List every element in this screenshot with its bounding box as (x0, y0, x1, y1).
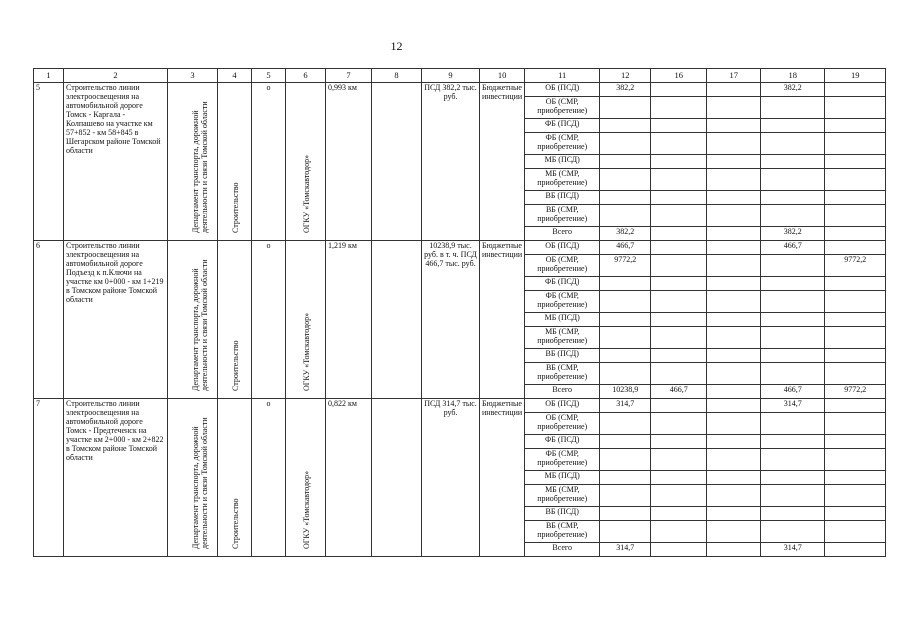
value-cell (600, 119, 651, 133)
value-cell (825, 155, 886, 169)
value-cell (600, 313, 651, 327)
value-cell (707, 485, 761, 507)
customer-text: ОГКУ «Томскавтодор» (301, 312, 311, 391)
value-cell (825, 133, 886, 155)
cost-value: ПСД 314,7 тыс. руб. (422, 399, 480, 557)
work-type (218, 241, 252, 399)
object-name: Строительство линии электроосвещения на автомобильной дороге Томск - Каргала - Колпашево на участке км 57+852 - км 58+845 в Шегарском районе Томской области (64, 83, 168, 241)
length-value: 0,822 км (326, 399, 372, 557)
length-value: 0,993 км (326, 83, 372, 241)
value-cell (600, 205, 651, 227)
value-cell (761, 255, 825, 277)
funding-source: МБ (ПСД) (525, 313, 600, 327)
customer (286, 399, 326, 557)
funding-source: МБ (СМР, приобретение) (525, 485, 600, 507)
funding-source: ОБ (ПСД) (525, 83, 600, 97)
value-cell (825, 399, 886, 413)
row-number: 6 (34, 241, 64, 399)
value-cell (651, 255, 707, 277)
value-cell (600, 191, 651, 205)
value-cell (600, 97, 651, 119)
funding-source: ОБ (СМР, приобретение) (525, 413, 600, 435)
value-cell (761, 521, 825, 543)
funding-source: МБ (ПСД) (525, 471, 600, 485)
value-cell (825, 227, 886, 241)
column-header: 10 (480, 69, 525, 83)
value-cell (707, 191, 761, 205)
value-cell (651, 413, 707, 435)
value-cell (761, 155, 825, 169)
value-cell (651, 485, 707, 507)
col5-value: о (252, 83, 286, 241)
funding-source: ФБ (СМР, приобретение) (525, 291, 600, 313)
value-cell: 9772,2 (825, 385, 886, 399)
object-name: Строительство линии электроосвещения на автомобильной дороге Томск - Предтеченск на участке км 2+000 - км 2+822 в Томском районе Томской области (64, 399, 168, 557)
value-cell (707, 521, 761, 543)
value-cell (651, 521, 707, 543)
funding-source: ВБ (ПСД) (525, 507, 600, 521)
col8-value (372, 83, 422, 241)
value-cell (707, 119, 761, 133)
value-cell (600, 507, 651, 521)
column-header: 5 (252, 69, 286, 83)
value-cell: 314,7 (761, 399, 825, 413)
value-cell (761, 507, 825, 521)
value-cell (761, 327, 825, 349)
table-body (34, 83, 886, 557)
funding-source: ВБ (СМР, приобретение) (525, 521, 600, 543)
column-header: 4 (218, 69, 252, 83)
value-cell (600, 449, 651, 471)
value-cell (761, 119, 825, 133)
funding-source: МБ (СМР, приобретение) (525, 327, 600, 349)
value-cell: 466,7 (761, 241, 825, 255)
value-cell (825, 543, 886, 557)
customer-text: ОГКУ «Томскавтодор» (301, 470, 311, 549)
value-cell: 9772,2 (600, 255, 651, 277)
value-cell (825, 313, 886, 327)
value-cell (825, 413, 886, 435)
value-cell (825, 291, 886, 313)
funding-category: Бюджетные инвестиции (480, 241, 525, 399)
funding-source: ОБ (ПСД) (525, 241, 600, 255)
value-cell: 314,7 (761, 543, 825, 557)
funding-source: ОБ (ПСД) (525, 399, 600, 413)
value-cell (600, 133, 651, 155)
table-row (34, 399, 886, 413)
value-cell (707, 313, 761, 327)
value-cell (761, 485, 825, 507)
funding-source: Всего (525, 543, 600, 557)
funding-source: ФБ (СМР, приобретение) (525, 133, 600, 155)
value-cell (651, 277, 707, 291)
value-cell (825, 349, 886, 363)
value-cell (651, 241, 707, 255)
value-cell (707, 435, 761, 449)
value-cell (761, 413, 825, 435)
header-row (34, 69, 886, 83)
value-cell (825, 435, 886, 449)
value-cell (825, 241, 886, 255)
col8-value (372, 241, 422, 399)
object-name: Строительство линии электроосвещения на автомобильной дороге Подъезд к п.Ключи на участке км 0+000 - км 1+219 в Томском районе Томской области (64, 241, 168, 399)
column-header: 11 (525, 69, 600, 83)
value-cell (600, 413, 651, 435)
value-cell (825, 277, 886, 291)
value-cell (600, 155, 651, 169)
work-type-text: Строительство (230, 340, 240, 391)
value-cell (600, 471, 651, 485)
column-header: 2 (64, 69, 168, 83)
value-cell (761, 277, 825, 291)
value-cell (707, 205, 761, 227)
value-cell (600, 485, 651, 507)
column-header: 17 (707, 69, 761, 83)
value-cell (825, 169, 886, 191)
customer-text: ОГКУ «Томскавтодор» (301, 154, 311, 233)
value-cell (651, 133, 707, 155)
value-cell (651, 169, 707, 191)
value-cell (651, 399, 707, 413)
column-header: 6 (286, 69, 326, 83)
row-number: 5 (34, 83, 64, 241)
column-header: 1 (34, 69, 64, 83)
value-cell (651, 507, 707, 521)
customer (286, 241, 326, 399)
funding-source: ВБ (ПСД) (525, 191, 600, 205)
value-cell: 466,7 (761, 385, 825, 399)
value-cell: 314,7 (600, 399, 651, 413)
value-cell: 314,7 (600, 543, 651, 557)
value-cell (707, 349, 761, 363)
value-cell (707, 449, 761, 471)
value-cell (651, 97, 707, 119)
value-cell (707, 385, 761, 399)
page-number: 12 (390, 39, 403, 53)
value-cell (825, 507, 886, 521)
col5-value: о (252, 241, 286, 399)
value-cell (825, 191, 886, 205)
column-header: 19 (825, 69, 886, 83)
value-cell (761, 291, 825, 313)
value-cell: 382,2 (600, 83, 651, 97)
department-text: Департамент транспорта, дорожной деятельности и связи Томской области (190, 101, 209, 233)
value-cell: 466,7 (651, 385, 707, 399)
funding-source: МБ (ПСД) (525, 155, 600, 169)
value-cell: 382,2 (761, 227, 825, 241)
column-header: 9 (422, 69, 480, 83)
col5-value: о (252, 399, 286, 557)
value-cell (825, 327, 886, 349)
funding-source: ФБ (СМР, приобретение) (525, 449, 600, 471)
value-cell (600, 349, 651, 363)
value-cell (651, 327, 707, 349)
funding-source: Всего (525, 227, 600, 241)
value-cell (651, 205, 707, 227)
customer (286, 83, 326, 241)
department (168, 399, 218, 557)
department (168, 241, 218, 399)
work-type-text: Строительство (230, 498, 240, 549)
value-cell (825, 363, 886, 385)
value-cell (707, 255, 761, 277)
value-cell (707, 227, 761, 241)
value-cell (825, 471, 886, 485)
value-cell (600, 435, 651, 449)
funding-source: ФБ (ПСД) (525, 119, 600, 133)
funding-source: МБ (СМР, приобретение) (525, 169, 600, 191)
value-cell (600, 521, 651, 543)
value-cell (707, 291, 761, 313)
value-cell (707, 471, 761, 485)
value-cell (707, 543, 761, 557)
value-cell (825, 119, 886, 133)
funding-source: ФБ (ПСД) (525, 435, 600, 449)
work-type-text: Строительство (230, 182, 240, 233)
value-cell (761, 97, 825, 119)
value-cell (825, 83, 886, 97)
funding-source: ОБ (СМР, приобретение) (525, 97, 600, 119)
value-cell (761, 449, 825, 471)
value-cell: 466,7 (600, 241, 651, 255)
value-cell (761, 133, 825, 155)
length-value: 1,219 км (326, 241, 372, 399)
value-cell (651, 291, 707, 313)
value-cell (707, 83, 761, 97)
row-number: 7 (34, 399, 64, 557)
value-cell (651, 471, 707, 485)
investment-table (33, 68, 886, 557)
value-cell (600, 363, 651, 385)
value-cell: 382,2 (600, 227, 651, 241)
col8-value (372, 399, 422, 557)
value-cell (600, 291, 651, 313)
value-cell (651, 191, 707, 205)
value-cell (707, 363, 761, 385)
department (168, 83, 218, 241)
value-cell (651, 155, 707, 169)
value-cell (761, 169, 825, 191)
value-cell: 382,2 (761, 83, 825, 97)
value-cell (825, 521, 886, 543)
value-cell (707, 399, 761, 413)
column-header: 18 (761, 69, 825, 83)
value-cell (761, 363, 825, 385)
value-cell (707, 155, 761, 169)
funding-source: ВБ (СМР, приобретение) (525, 363, 600, 385)
department-text: Департамент транспорта, дорожной деятельности и связи Томской области (190, 259, 209, 391)
value-cell (600, 169, 651, 191)
value-cell (761, 349, 825, 363)
value-cell (651, 543, 707, 557)
value-cell (707, 241, 761, 255)
value-cell (651, 313, 707, 327)
work-type (218, 399, 252, 557)
value-cell (761, 471, 825, 485)
column-header: 3 (168, 69, 218, 83)
value-cell (651, 83, 707, 97)
column-header: 12 (600, 69, 651, 83)
value-cell (707, 97, 761, 119)
value-cell (651, 363, 707, 385)
value-cell (761, 435, 825, 449)
department-text: Департамент транспорта, дорожной деятельности и связи Томской области (190, 417, 209, 549)
column-header: 8 (372, 69, 422, 83)
funding-source: ФБ (ПСД) (525, 277, 600, 291)
value-cell (707, 169, 761, 191)
value-cell (651, 435, 707, 449)
value-cell (600, 277, 651, 291)
value-cell (651, 349, 707, 363)
funding-source: ОБ (СМР, приобретение) (525, 255, 600, 277)
value-cell (761, 313, 825, 327)
column-header: 16 (651, 69, 707, 83)
value-cell (707, 133, 761, 155)
table-row (34, 241, 886, 255)
table-row (34, 83, 886, 97)
value-cell (761, 205, 825, 227)
funding-source: ВБ (ПСД) (525, 349, 600, 363)
work-type (218, 83, 252, 241)
value-cell: 9772,2 (825, 255, 886, 277)
value-cell (651, 227, 707, 241)
cost-value: 10238,9 тыс. руб. в т. ч. ПСД 466,7 тыс. руб. (422, 241, 480, 399)
value-cell (651, 119, 707, 133)
value-cell (707, 277, 761, 291)
value-cell (651, 449, 707, 471)
column-header: 7 (326, 69, 372, 83)
funding-source: ВБ (СМР, приобретение) (525, 205, 600, 227)
value-cell (825, 449, 886, 471)
value-cell (825, 485, 886, 507)
value-cell (825, 205, 886, 227)
funding-category: Бюджетные инвестиции (480, 83, 525, 241)
value-cell (707, 327, 761, 349)
value-cell (600, 327, 651, 349)
value-cell (707, 413, 761, 435)
cost-value: ПСД 382,2 тыс. руб. (422, 83, 480, 241)
value-cell (761, 191, 825, 205)
value-cell (825, 97, 886, 119)
value-cell: 10238,9 (600, 385, 651, 399)
funding-category: Бюджетные инвестиции (480, 399, 525, 557)
funding-source: Всего (525, 385, 600, 399)
value-cell (707, 507, 761, 521)
